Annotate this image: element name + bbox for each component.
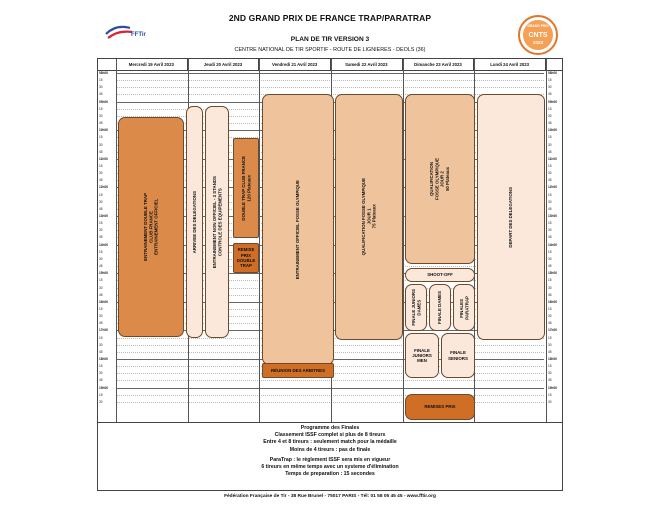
time-label: 18h00 <box>548 357 558 361</box>
time-label: 15 <box>548 106 552 111</box>
fftir-logo-text: FFTir <box>131 32 146 38</box>
event-thu-remise-prix: REMISE PRIX DOUBLE TRAP <box>233 243 259 273</box>
programme-line: Classement ISSF complet si plus de 8 tireurs <box>274 432 386 439</box>
time-label: 15 <box>99 163 103 168</box>
time-label: 30 <box>548 85 552 90</box>
time-label: 15 <box>99 78 103 83</box>
footer-address: Fédération Française de Tir - 38 Rue Brunel - 75017 PARIS - Tél: 01 58 05 45 45 - www.fftir.org <box>224 494 436 499</box>
time-label: 15 <box>548 221 552 226</box>
time-label: 30 <box>548 314 552 319</box>
event-sun-qualification: QUALIFICATION FOSSE OLYMPIQUE JOUR 2 50 Plateaux <box>405 94 475 264</box>
logo-gp-year: 2023 <box>532 40 544 45</box>
time-label: 30 <box>548 171 552 176</box>
event-sun-shoot-off: SHOOT-OFF <box>405 268 475 282</box>
time-label: 15 <box>548 135 552 140</box>
time-label: 14h00 <box>99 242 109 247</box>
event-thu-arrivee: ARRIVEE DES DELEGATIONS <box>186 106 203 338</box>
time-label: 45 <box>99 121 103 126</box>
time-label: 30 <box>548 371 552 376</box>
time-label: 45 <box>99 235 103 240</box>
time-label: 30 <box>548 113 552 118</box>
programme-line: Programme des Finales <box>300 425 360 431</box>
time-label: 45 <box>548 321 552 326</box>
time-label: 30 <box>99 228 103 233</box>
time-label: 30 <box>99 285 103 290</box>
time-label: 17h00 <box>99 328 109 333</box>
time-label: 15 <box>99 306 103 311</box>
programme-line: ParaTrap : le règlement ISSF sera mis en vigueur <box>269 456 391 463</box>
time-label: 30 <box>99 371 103 376</box>
time-label: 30 <box>99 142 103 147</box>
time-label: 30 <box>99 399 103 404</box>
time-label: 45 <box>99 321 103 326</box>
plan-version: PLAN DE TIR VERSION 3 <box>290 36 370 43</box>
event-sun-finale-dames: FINALE DAMES <box>429 284 451 331</box>
time-label: 13h00 <box>99 214 109 218</box>
time-label: 19h00 <box>99 385 109 390</box>
time-label: 15 <box>548 249 552 254</box>
time-label: 45 <box>548 235 552 240</box>
time-label: 30 <box>548 342 552 347</box>
event-fri-reunion-arbitres: RÉUNION DES ARBITRES <box>262 363 334 378</box>
day-header: Samedi 22 Avril 2023 <box>331 59 403 70</box>
day-header: Jeudi 20 Avril 2023 <box>188 59 260 70</box>
time-label: 15 <box>99 106 103 111</box>
time-label: 15 <box>99 192 103 197</box>
time-label: 15 <box>548 192 552 197</box>
event-wed-entrainement: ENTRAINEMENT DOUBLE TRAP CLUB FRANCE ENTRAINEMENT OFFICIEL <box>118 117 184 337</box>
programme-finales <box>97 423 563 491</box>
time-label: 15 <box>548 78 552 83</box>
time-label: 30 <box>548 399 552 404</box>
time-label: 45 <box>99 178 103 183</box>
time-label: 12h00 <box>99 185 109 190</box>
time-label: 45 <box>548 206 552 211</box>
time-label: 15 <box>99 249 103 254</box>
time-label: 30 <box>99 256 103 261</box>
time-label: 15 <box>548 163 552 168</box>
time-label: 19h00 <box>548 385 558 390</box>
time-label: 45 <box>99 92 103 97</box>
time-label: 45 <box>99 349 103 354</box>
time-label: 16h00 <box>99 299 109 304</box>
logo-gp-top: GRAND PRIX <box>527 24 549 28</box>
time-label: 15 <box>99 135 103 140</box>
logo-gp-mid: CNTS <box>528 32 548 39</box>
programme-line: Moins de 4 tireurs : pas de finale <box>289 446 371 453</box>
time-label: 15 <box>548 364 552 369</box>
time-label: 15 <box>548 278 552 283</box>
time-label: 15 <box>548 306 552 311</box>
time-label: 15 <box>99 364 103 369</box>
programme-line: 6 tireurs en même temps avec un systeme d'élimination <box>261 464 399 471</box>
time-label: 30 <box>548 228 552 233</box>
event-sat-qualification: QUALIFICATION FOSSE OLYMPIQUE JOUR 1 75 Plateaux <box>335 94 403 340</box>
time-label: 45 <box>548 349 552 354</box>
time-label: 30 <box>99 113 103 118</box>
programme-line: Temps de preparation : 15 secondes <box>285 471 375 478</box>
event-thu-entrainement: ENTRAINEMENT NON OFFICIEL - 3 STANDS CONTROLE DES EQUIPEMENTS <box>205 106 229 338</box>
time-label: 30 <box>99 199 103 204</box>
day-header: Lundi 24 Avril 2023 <box>474 59 546 70</box>
time-label: 45 <box>548 92 552 97</box>
time-label: 12h00 <box>548 185 558 190</box>
event-sun-finale-juniors-dames: FINALE JUNIORS DAMES <box>405 284 427 331</box>
fftir-logo-icon <box>104 22 144 44</box>
time-label: 15h00 <box>99 271 109 276</box>
time-label: 30 <box>548 256 552 261</box>
time-label: 30 <box>548 199 552 204</box>
event-fri-entrainement-officiel: ENTRAINEMENT OFFICIEL FOSSE OLYMPIQUE <box>262 94 334 365</box>
time-label: 10h00 <box>548 128 558 133</box>
time-label: 45 <box>99 264 103 269</box>
schedule-grid <box>97 58 563 423</box>
time-label: 17h00 <box>548 328 558 333</box>
time-label: 15 <box>99 221 103 226</box>
time-label: 45 <box>548 264 552 269</box>
day-header: Dimanche 23 Avril 2023 <box>403 59 475 70</box>
time-label: 45 <box>548 378 552 383</box>
time-label: 08h00 <box>548 71 558 75</box>
time-label: 45 <box>99 378 103 383</box>
time-label: 11h00 <box>548 156 557 161</box>
time-label: 15h00 <box>548 271 558 276</box>
time-label: 11h00 <box>99 156 108 161</box>
time-label: 45 <box>548 178 552 183</box>
programme-line: Entre 4 et 8 tireurs : seulement match pour la médaille <box>263 439 397 446</box>
event-thu-double-trap: DOUBLE TRAP CLUB FRANCE 120 Plateaux <box>233 138 259 238</box>
time-label: 45 <box>99 149 103 154</box>
time-label: 30 <box>548 285 552 290</box>
time-label: 45 <box>99 206 103 211</box>
time-label: 15 <box>548 335 552 340</box>
time-label: 45 <box>548 292 552 297</box>
event-sun-finales-paratrap: FINALES PARATRAP <box>453 284 475 331</box>
event-mon-depart: DEPART DES DELEGATIONS <box>477 94 545 340</box>
time-label: 30 <box>548 142 552 147</box>
event-sun-remises-prix: REMISES PRIX <box>405 394 475 420</box>
time-label: 45 <box>99 292 103 297</box>
day-header: Vendredi 21 Avril 2023 <box>259 59 331 70</box>
time-label: 14h00 <box>548 242 558 247</box>
time-label: 15 <box>99 392 103 397</box>
time-label: 15 <box>99 278 103 283</box>
time-label: 15 <box>548 392 552 397</box>
time-label: 30 <box>99 314 103 319</box>
time-label: 16h00 <box>548 299 558 304</box>
page-title: 2ND GRAND PRIX DE FRANCE TRAP/PARATRAP <box>228 13 432 23</box>
grand-prix-logo-icon <box>517 14 559 56</box>
time-label: 13h00 <box>548 214 558 218</box>
event-sun-finale-juniors-men: FINALE JUNIORS MEN <box>405 333 439 378</box>
time-label: 30 <box>99 85 103 90</box>
time-label: 09h00 <box>99 99 109 104</box>
venue-line: CENTRE NATIONAL DE TIR SPORTIF - ROUTE DE LIGNIERES - DEOLS (36) <box>234 47 426 53</box>
time-label: 45 <box>548 149 552 154</box>
time-label: 45 <box>548 121 552 126</box>
time-label: 30 <box>99 171 103 176</box>
time-label: 08h00 <box>99 71 109 75</box>
event-sun-finale-seniors: FINALE SENIORS <box>441 333 475 378</box>
time-label: 10h00 <box>99 128 109 133</box>
time-label: 18h00 <box>99 357 109 361</box>
time-label: 09h00 <box>548 99 558 104</box>
time-label: 30 <box>99 342 103 347</box>
day-header: Mercredi 19 Avril 2023 <box>116 59 188 70</box>
time-label: 15 <box>99 335 103 340</box>
